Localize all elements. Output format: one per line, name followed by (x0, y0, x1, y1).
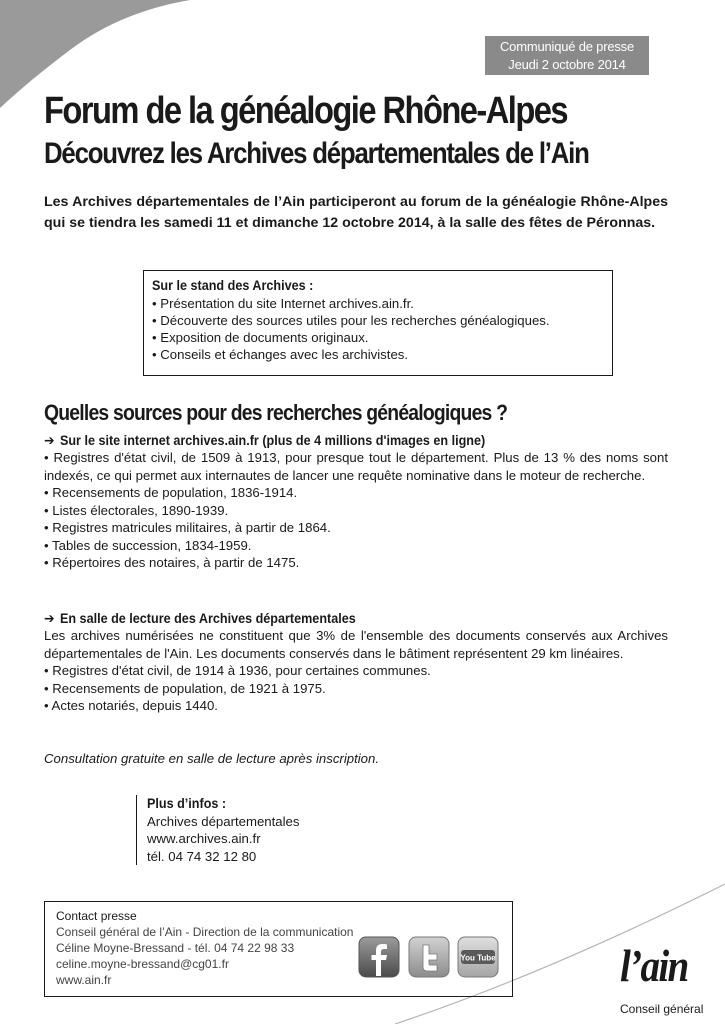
list-item: • Recensements de population, de 1921 à 1975. (44, 680, 326, 696)
more-info-phone: tél. 04 74 32 12 80 (147, 848, 257, 864)
reading-room-heading-text: En salle de lecture des Archives départementales (59, 610, 356, 626)
twitter-icon[interactable] (408, 936, 450, 978)
intro-paragraph: Les Archives départementales de l’Ain participeront au forum de la généalogie Rhône-Alpes qui se tiendra les samedi 11 et dimanche 12 octobre 2014, à la salle des fêtes de Péronnas. (44, 194, 668, 231)
sources-title: Quelles sources pour des recherches généalogiques ? (44, 400, 508, 425)
press-release-badge (485, 36, 649, 75)
list-item: • Tables de succession, 1834-1959. (44, 537, 252, 553)
more-info-title: Plus d’infos : (147, 795, 227, 811)
online-heading-text: Sur le site internet archives.ain.fr (plus de 4 millions d'images en ligne) (59, 432, 486, 448)
online-section-heading (44, 431, 485, 449)
press-contact-email-link[interactable]: celine.moyne-bressand@cg01.fr (56, 957, 229, 971)
more-info-line: Archives départementales (147, 813, 300, 829)
press-contact-line: Céline Moyne-Bressand - tél. 04 74 22 98 33 (56, 941, 295, 955)
list-item: • Registres matricules militaires, à partir de 1864. (44, 520, 331, 535)
online-sources-list (44, 449, 668, 572)
press-contact-website-link[interactable]: www.ain.fr (56, 973, 112, 987)
list-item: • Listes électorales, 1890-1939. (44, 502, 229, 518)
reading-room-heading (44, 609, 356, 627)
press-release-date: Jeudi 2 octobre 2014 (508, 57, 626, 72)
stand-list (152, 295, 604, 363)
page-subtitle: Découvrez les Archives départementales de l’Ain (44, 137, 589, 170)
reading-room-block (44, 627, 668, 715)
stand-box (143, 270, 613, 376)
arrow-right-icon: ➔ (44, 432, 55, 448)
list-item: • Conseils et échanges avec les archivistes. (152, 347, 409, 362)
list-item: • Registres d'état civil, de 1509 à 1913, pour presque tout le département. Plus de 13 % des noms sont indexés, ce qui permet aux internautes de lancer une requête nominative dans le moteur de recherche. (44, 450, 668, 483)
facebook-icon[interactable] (358, 936, 400, 978)
youtube-icon[interactable] (457, 936, 499, 978)
more-info-block (136, 795, 356, 865)
list-item: • Recensements de population, 1836-1914. (44, 485, 298, 500)
ain-logo-subtitle: Conseil général (620, 1002, 704, 1016)
stand-title: Sur le stand des Archives : (152, 277, 314, 293)
press-release-label: Communiqué de presse (499, 39, 635, 54)
press-contact-line: Conseil général de l’Ain - Direction de la communication (56, 925, 354, 939)
list-item: • Présentation du site Internet archives.ain.fr. (152, 296, 414, 311)
reading-room-text: Les archives numérisées ne constituent que 3% de l'ensemble des documents conservés aux Archives départementales de l'Ain. Les documents conservés dans le bâtiment représentent 29 km linéaires. (44, 628, 668, 661)
list-item: • Découverte des sources utiles pour les recherches généalogiques. (152, 313, 550, 328)
list-item: • Exposition de documents originaux. (152, 330, 369, 345)
youtube-label: You Tube (460, 953, 496, 963)
press-contact-title: Contact presse (56, 909, 137, 923)
more-info-website-link[interactable]: www.archives.ain.fr (147, 831, 261, 846)
arrow-right-icon: ➔ (44, 610, 55, 626)
list-item: • Actes notariés, depuis 1440. (44, 698, 218, 713)
ain-logo: l’ain (620, 940, 688, 991)
consultation-note: Consultation gratuite en salle de lecture après inscription. (44, 751, 380, 766)
list-item: • Registres d'état civil, de 1914 à 1936, pour certaines communes. (44, 663, 431, 678)
list-item: • Répertoires des notaires, à partir de 1475. (44, 555, 300, 570)
page-title: Forum de la généalogie Rhône-Alpes (44, 90, 567, 132)
